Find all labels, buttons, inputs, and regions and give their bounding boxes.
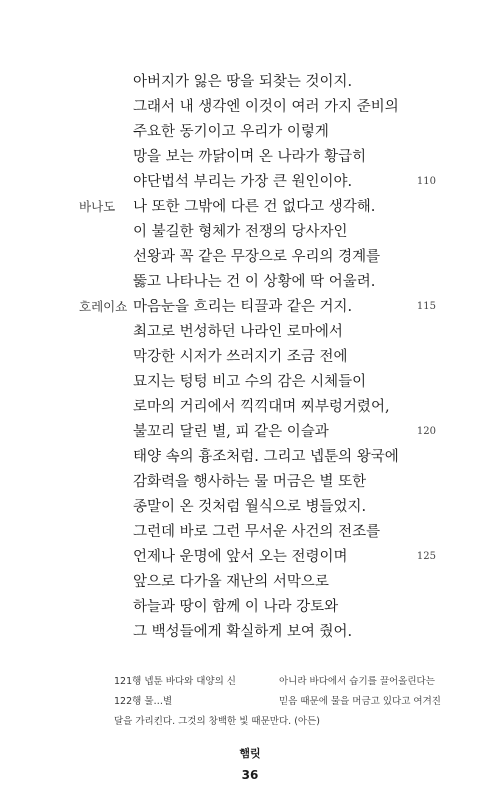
footnote-left-line: 121행 넵툰 바다와 대양의 신 [114,676,236,687]
verse-line: 선왕과 꼭 같은 무장으로 우리의 경계를 [133,249,381,265]
verse-line: 뚫고 나타나는 건 이 상황에 딱 어울려. [133,274,376,290]
line-number: 115 [416,301,436,312]
verse-line: 그 백성들에게 확실하게 보여 줬어. [133,624,353,640]
footnote-right-line: 아니라 바다에서 습기를 끌어올린다는 [279,676,435,687]
verse-line: 묘지는 텅텅 비고 수의 감은 시체들이 [133,374,367,390]
verse-line: 앞으로 다가올 재난의 서막으로 [133,574,329,590]
book-title: 햄릿 [239,747,261,760]
verse-line: 불꼬리 달린 별, 피 같은 이슬과 [133,424,329,440]
verse-line: 망을 보는 까닭이며 온 나라가 황급히 [133,149,367,165]
verse-line: 그런데 바로 그런 무서운 사건의 전조를 [133,524,381,540]
verse-line: 로마의 거리에서 끽끽대며 찌부렁거렸어, [133,399,390,415]
footnote-right-line: 믿음 때문에 물을 머금고 있다고 여겨진 [279,696,441,707]
verse-line: 이 불길한 형체가 전쟁의 당사자인 [133,224,348,240]
verse-line: 언제나 운명에 앞서 오는 전령이며 [133,549,348,565]
verse-line: 주요한 동기이고 우리가 이렇게 [133,124,329,140]
line-number: 120 [416,426,436,437]
line-number: 110 [416,176,436,187]
verse-line: 종말이 온 것처럼 월식으로 병들었지. [133,499,367,515]
verse-line: 야단법석 부리는 가장 큰 원인이야. [133,174,353,190]
verse-line: 막강한 시저가 쓰러지기 조금 전에 [133,349,348,365]
verse-line: 태양 속의 흉조처럼. 그리고 넵툰의 왕국에 [133,449,399,465]
verse-line: 하늘과 땅이 함께 이 나라 강토와 [133,599,339,615]
speaker-label-horatio: 호레이쇼 [79,299,128,314]
verse-line: 나 또한 그밖에 다른 건 없다고 생각해. [133,199,376,215]
verse-line: 아버지가 잃은 땅을 되찾는 것이지. [133,74,353,90]
footnote-left-line: 달을 가리킨다. 그것의 창백한 빛 때문만 [114,716,279,727]
line-number: 125 [416,551,436,562]
verse-line: 마음눈을 흐리는 티끌과 같은 거지. [133,299,353,315]
verse-line: 최고로 번성하던 나라인 로마에서 [133,324,343,340]
footnote-left-line: 122행 물…별 [114,696,173,707]
footnote-right-line: 다. (아든) [279,716,320,727]
verse-line: 감화력을 행사하는 물 머금은 별 또한 [133,474,367,490]
page-number: 36 [241,768,259,782]
speaker-label-bernardo: 바나도 [79,199,116,214]
verse-line: 그래서 내 생각엔 이것이 여러 가지 준비의 [133,99,399,115]
